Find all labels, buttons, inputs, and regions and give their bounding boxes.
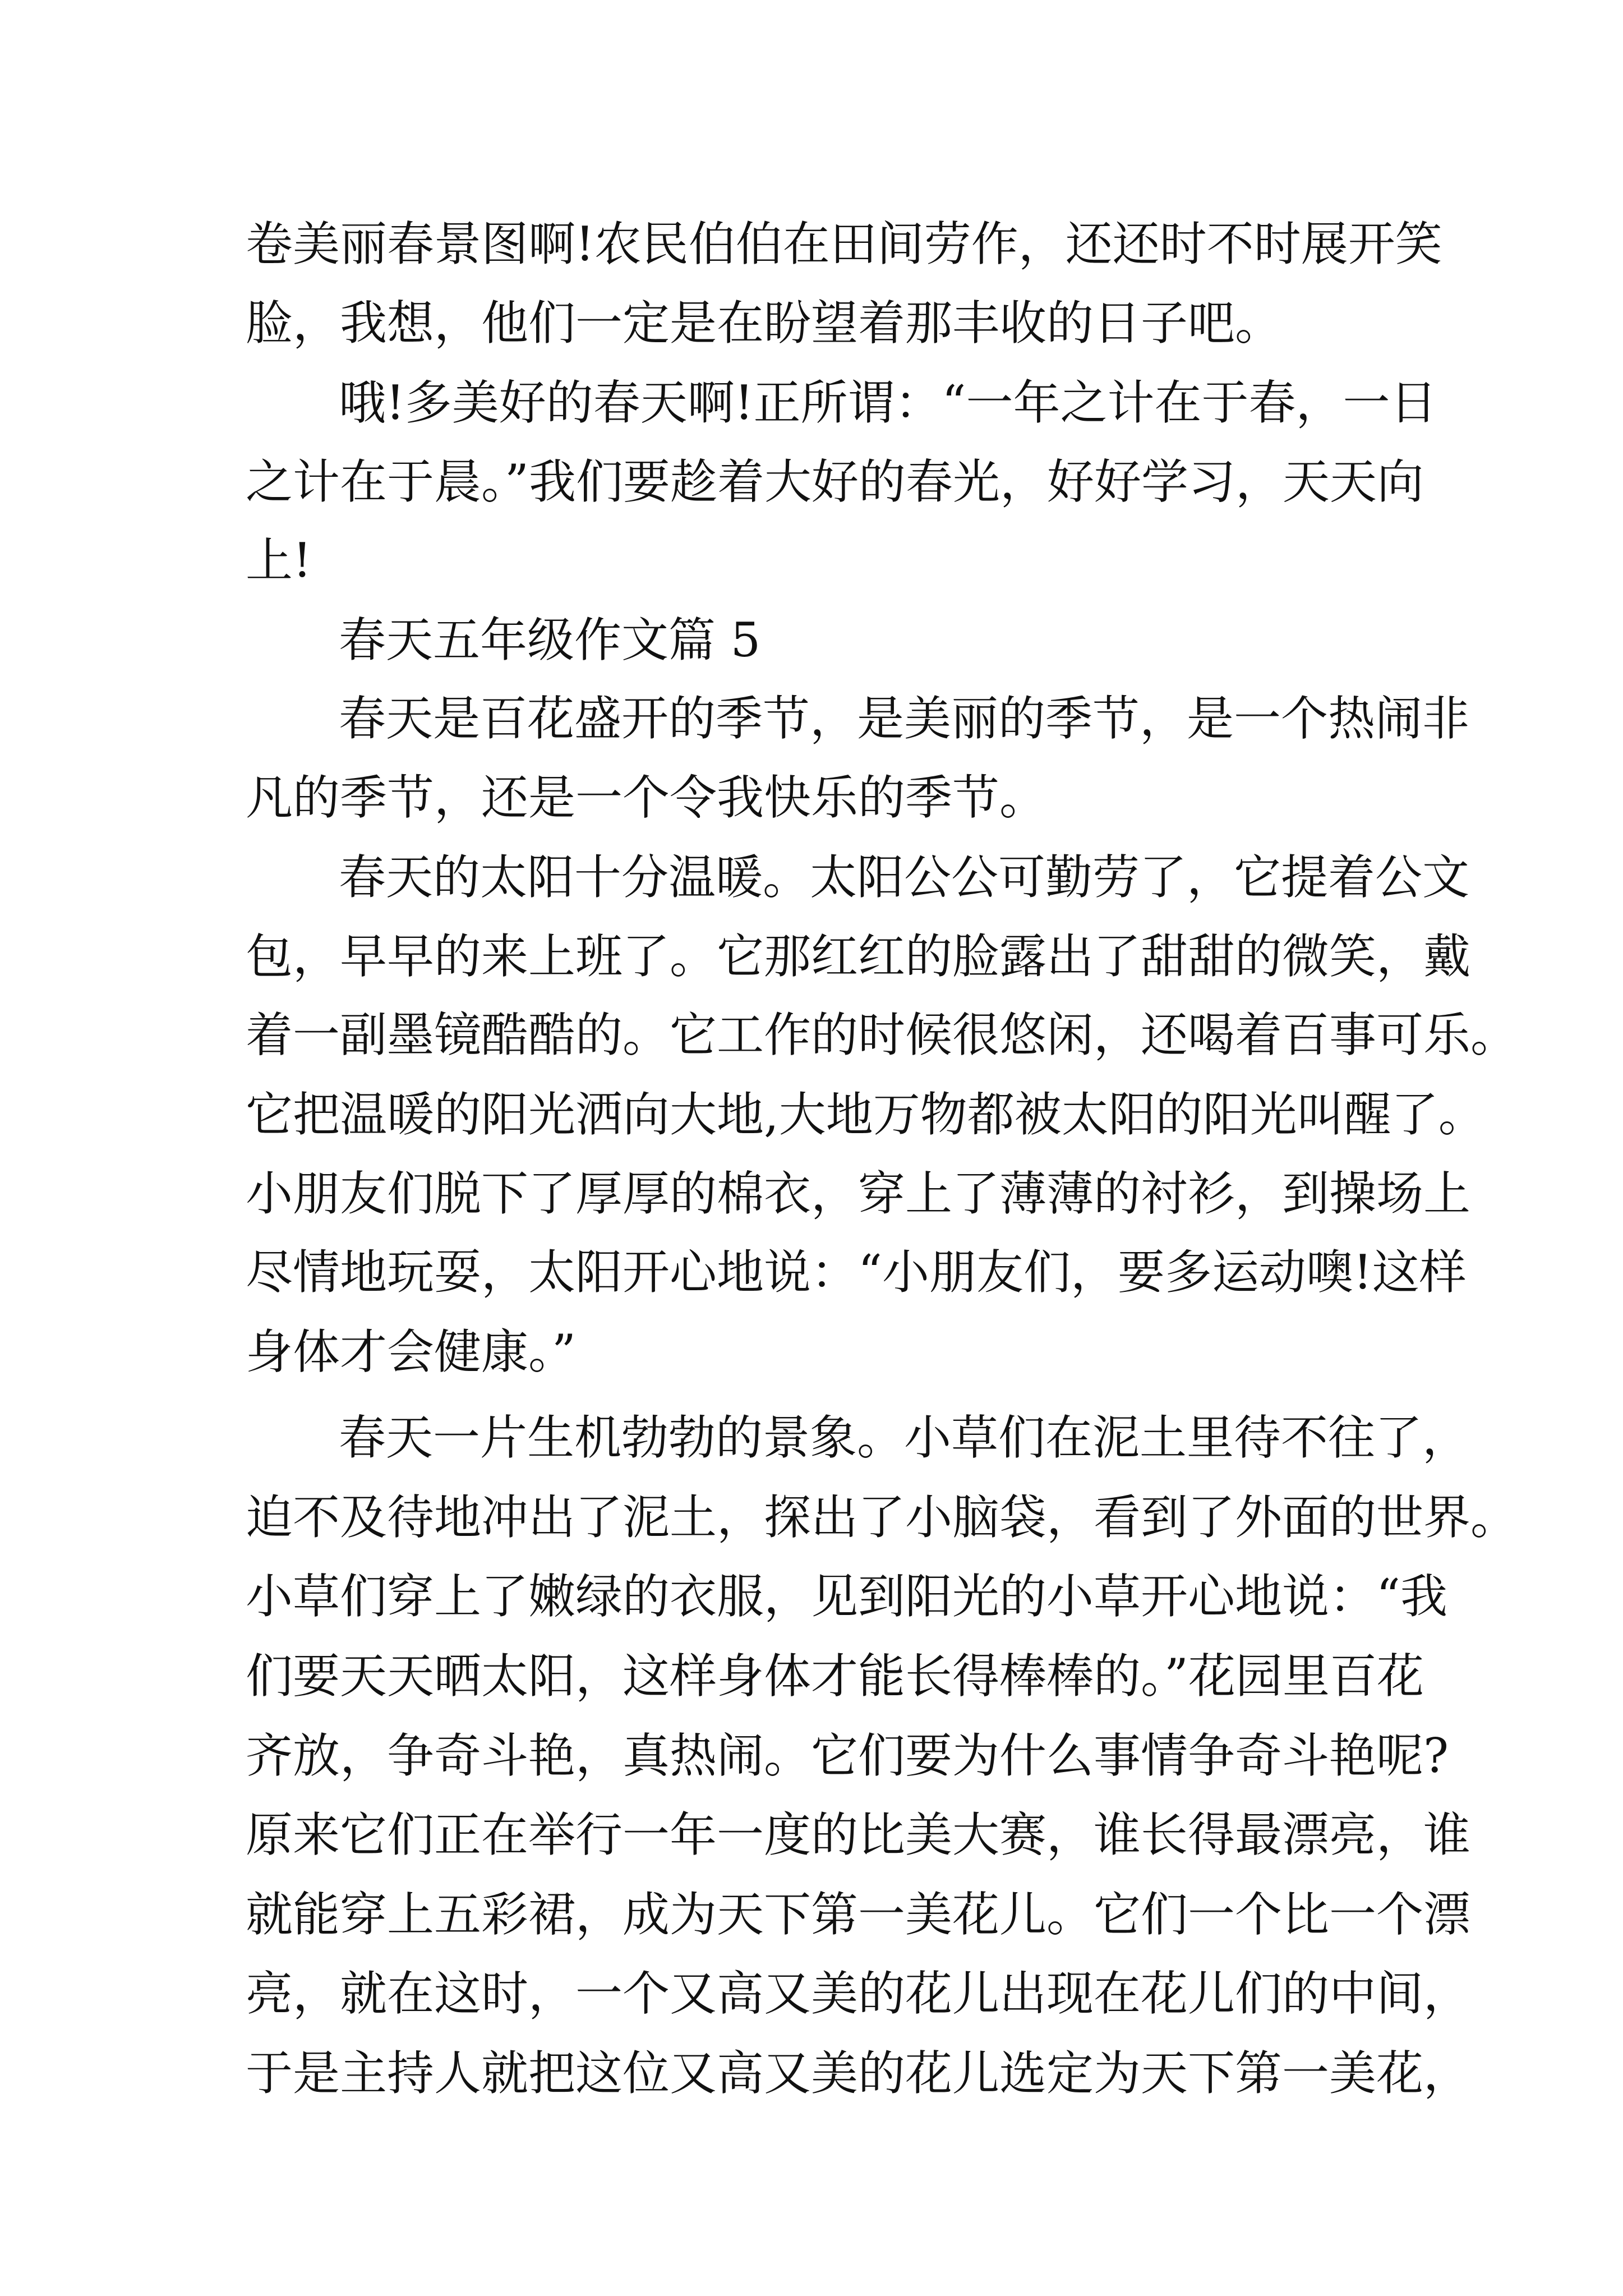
text-line: 亮，就在这时，一个又高又美的花儿出现在花儿们的中间，: [246, 1966, 1471, 2021]
text-line: 迫不及待地冲出了泥土，探出了小脑袋，看到了外面的世界。: [246, 1490, 1518, 1545]
text-line: 卷美丽春景图啊!农民伯伯在田间劳作，还还时不时展开笑: [246, 217, 1442, 272]
text-line: 身体才会健康。”: [246, 1324, 576, 1379]
text-line: 们要天天晒太阳，这样身体才能长得棒棒的。”花园里百花: [246, 1649, 1424, 1704]
text-line: 齐放，争奇斗艳，真热闹。它们要为什么事情争奇斗艳呢?: [246, 1728, 1449, 1783]
text-line: 就能穿上五彩裙，成为天下第一美花儿。它们一个比一个漂: [246, 1887, 1471, 1942]
text-line: 小草们穿上了嫩绿的衣服，见到阳光的小草开心地说：“我: [246, 1569, 1447, 1624]
text-line: 它把温暖的阳光洒向大地,大地万物都被太阳的阳光叫醒了。: [246, 1087, 1486, 1142]
text-line: 哦!多美好的春天啊!正所谓：“一年之计在于春，一日: [339, 375, 1437, 430]
text-line: 脸，我想，他们一定是在盼望着那丰收的日子吧。: [246, 296, 1283, 351]
text-line: 包，早早的来上班了。它那红红的脸露出了甜甜的微笑，戴: [246, 929, 1471, 984]
text-line: 尽情地玩耍，太阳开心地说：“小朋友们，要多运动噢!这样: [246, 1245, 1467, 1300]
text-line: 春天的太阳十分温暖。太阳公公可勤劳了，它提着公文: [339, 850, 1470, 905]
text-line: 小朋友们脱下了厚厚的棉衣，穿上了薄薄的衬衫，到操场上: [246, 1166, 1471, 1221]
text-line: 着一副墨镜酷酷的。它工作的时候很悠闲，还喝着百事可乐。: [246, 1007, 1518, 1062]
text-line: 之计在于晨。”我们要趁着大好的春光，好好学习，天天向: [246, 454, 1424, 509]
text-line: 春天是百花盛开的季节，是美丽的季节，是一个热闹非: [339, 691, 1470, 746]
section-heading: 春天五年级作文篇 5: [339, 613, 761, 668]
text-line: 春天一片生机勃勃的景象。小草们在泥土里待不往了，: [339, 1410, 1470, 1465]
text-line: 凡的季节，还是一个令我快乐的季节。: [246, 770, 1047, 825]
text-line: 原来它们正在举行一年一度的比美大赛，谁长得最漂亮，谁: [246, 1807, 1471, 1862]
text-line: 于是主持人就把这位又高又美的花儿选定为天下第一美花，: [246, 2046, 1471, 2101]
text-line: 上!: [246, 533, 312, 588]
